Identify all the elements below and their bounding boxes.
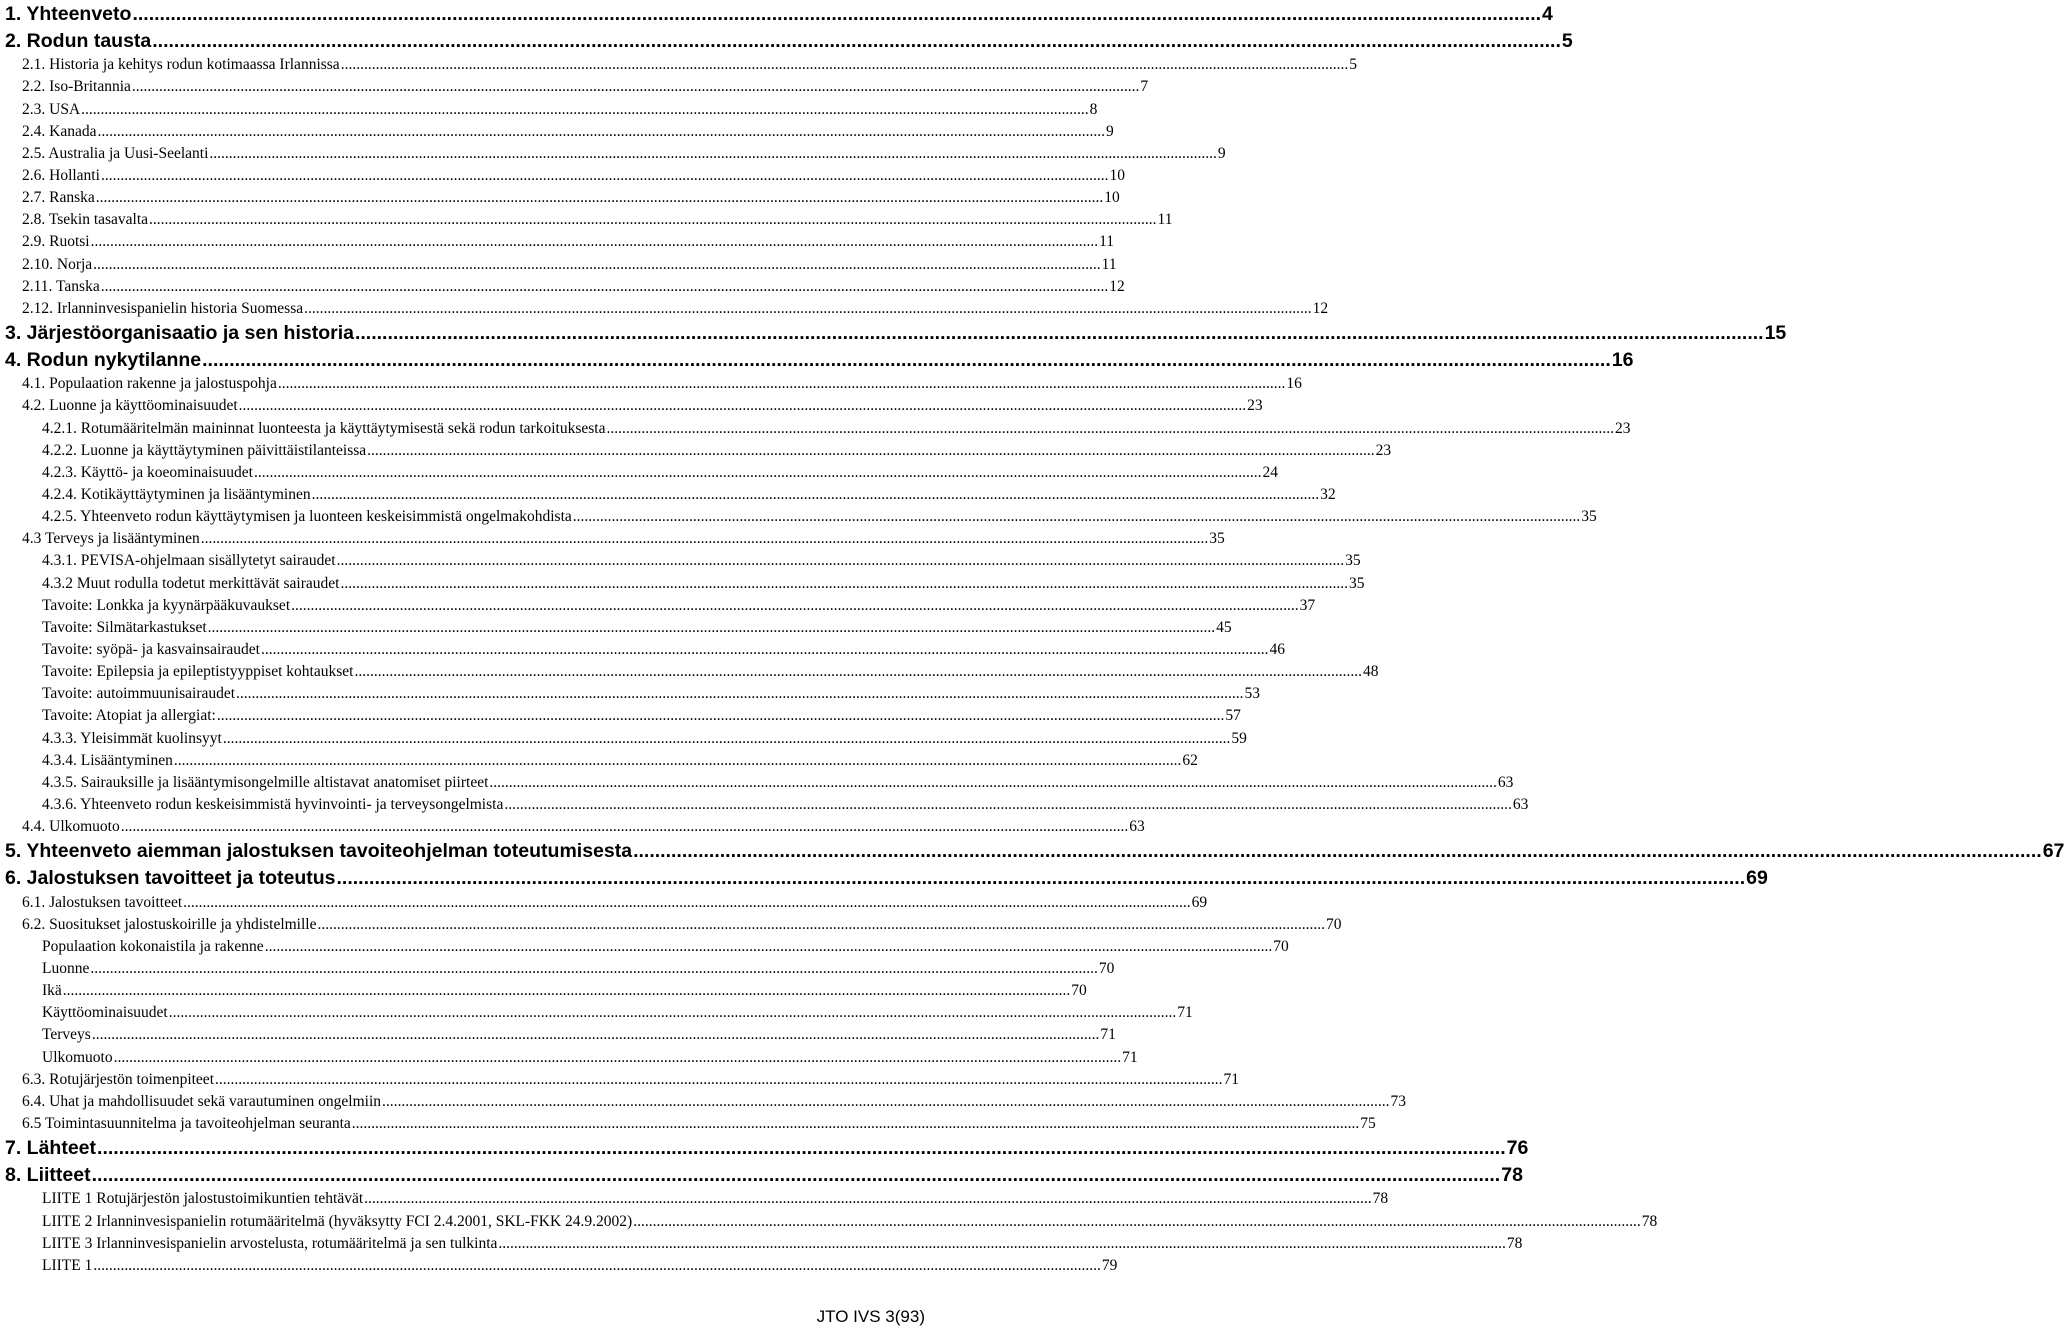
toc-dot-leader: .................................................................................................................................................................................................................................................................... <box>222 730 1231 747</box>
toc-entry-title: 4.2.2. Luonne ja käyttäytyminen päivittäistilanteissa <box>42 442 367 459</box>
toc-entry[interactable] <box>42 440 1392 462</box>
toc-entry-page: 8 <box>1089 101 1098 118</box>
toc-entry-page: 78 <box>1641 1213 1658 1230</box>
toc-dot-leader: .................................................................................................................................................................................................................................................................... <box>351 1115 1360 1132</box>
toc-entry-title: 6.2. Suositukset jalostuskoirille ja yhdistelmille <box>22 916 317 933</box>
toc-entry[interactable] <box>42 794 1529 816</box>
toc-entry[interactable] <box>42 639 1285 661</box>
toc-entry-page: 48 <box>1362 663 1379 680</box>
toc-entry-page: 9 <box>1105 123 1114 140</box>
toc-dot-leader: .................................................................................................................................................................................................................................................................... <box>317 916 1325 933</box>
toc-entry-title: 2.4. Kanada <box>22 123 97 140</box>
toc-dot-leader: .................................................................................................................................................................................................................................................................... <box>354 322 1764 344</box>
toc-dot-leader: .................................................................................................................................................................................................................................................................... <box>264 938 1273 955</box>
toc-entry-page: 78 <box>1501 1164 1523 1186</box>
toc-entry[interactable] <box>5 838 2064 864</box>
toc-dot-leader: .................................................................................................................................................................................................................................................................... <box>606 420 1614 437</box>
toc-dot-leader: .................................................................................................................................................................................................................................................................... <box>173 752 1182 769</box>
toc-entry[interactable] <box>22 276 1125 298</box>
toc-dot-leader: .................................................................................................................................................................................................................................................................... <box>90 233 1099 250</box>
toc-dot-leader: .................................................................................................................................................................................................................................................................... <box>367 442 1375 459</box>
toc-dot-leader: .................................................................................................................................................................................................................................................................... <box>215 1071 1223 1088</box>
toc-dot-leader: .................................................................................................................................................................................................................................................................... <box>340 56 1349 73</box>
toc-dot-leader: .................................................................................................................................................................................................................................................................... <box>336 867 1746 889</box>
toc-entry-title: LIITE 1 <box>42 1257 93 1274</box>
toc-dot-leader: .................................................................................................................................................................................................................................................................... <box>207 619 1216 636</box>
toc-dot-leader: .................................................................................................................................................................................................................................................................... <box>277 375 1286 392</box>
toc-dot-leader: .................................................................................................................................................................................................................................................................... <box>209 145 1217 162</box>
toc-entry[interactable] <box>5 1135 1529 1161</box>
toc-entry-title: 2.11. Tanska <box>22 278 100 295</box>
toc-entry[interactable] <box>22 1091 1407 1113</box>
toc-entry[interactable] <box>22 54 1357 76</box>
toc-dot-leader: .................................................................................................................................................................................................................................................................... <box>202 349 1611 371</box>
toc-entry-page: 69 <box>1191 894 1208 911</box>
toc-entry[interactable] <box>22 914 1342 936</box>
toc-entry[interactable] <box>42 1255 1118 1277</box>
toc-entry-title: LIITE 2 Irlanninvesispanielin rotumääritelmä (hyväksytty FCI 2.4.2001, SKL-FKK 24.9.2002) <box>42 1213 633 1230</box>
toc-dot-leader: .................................................................................................................................................................................................................................................................... <box>90 960 1098 977</box>
toc-entry-title: 1. Yhteenveto <box>5 3 132 25</box>
toc-entry-title: 3. Järjestöorganisaatio ja sen historia <box>5 322 354 344</box>
toc-entry-page: 32 <box>1320 486 1336 503</box>
toc-entry-page: 10 <box>1104 189 1120 206</box>
toc-entry[interactable] <box>42 595 1316 617</box>
toc-entry[interactable] <box>22 187 1120 209</box>
toc-entry-title: Luonne <box>42 960 90 977</box>
toc-dot-leader: .................................................................................................................................................................................................................................................................... <box>291 597 1299 614</box>
toc-entry-page: 76 <box>1506 1137 1529 1159</box>
toc-entry-page: 35 <box>1348 575 1365 592</box>
toc-entry[interactable] <box>42 661 1379 683</box>
toc-entry-page: 69 <box>1746 867 1768 889</box>
toc-entry[interactable] <box>22 121 1114 143</box>
toc-entry[interactable] <box>42 1211 1658 1233</box>
toc-dot-leader: .................................................................................................................................................................................................................................................................... <box>132 3 1542 25</box>
toc-dot-leader: .................................................................................................................................................................................................................................................................... <box>149 211 1157 228</box>
toc-dot-leader: .................................................................................................................................................................................................................................................................... <box>498 1235 1506 1252</box>
toc-dot-leader: .................................................................................................................................................................................................................................................................... <box>253 464 1262 481</box>
toc-entry-page: 23 <box>1614 420 1631 437</box>
toc-entry-title: 4.1. Populaation rakenne ja jalostuspohja <box>22 375 277 392</box>
toc-entry-title: 6.3. Rotujärjestön toimenpiteet <box>22 1071 214 1088</box>
toc-entry-title: 4.3.4. Lisääntyminen <box>42 752 173 769</box>
toc-entry[interactable] <box>22 816 1145 838</box>
toc-entry-page: 78 <box>1506 1235 1523 1252</box>
toc-entry-page: 5 <box>1561 30 1573 52</box>
toc-entry-page: 5 <box>1349 56 1357 73</box>
toc-entry[interactable] <box>22 209 1173 231</box>
toc-entry-page: 7 <box>1140 78 1149 95</box>
toc-dot-leader: .................................................................................................................................................................................................................................................................... <box>93 1257 1101 1274</box>
toc-entry[interactable] <box>42 1233 1523 1255</box>
toc-entry-title: Käyttöominaisuudet <box>42 1004 168 1021</box>
toc-entry-title: 7. Lähteet <box>5 1137 97 1159</box>
toc-dot-leader: .................................................................................................................................................................................................................................................................... <box>633 840 2042 862</box>
toc-entry-page: 71 <box>1122 1049 1138 1066</box>
toc-entry-title: LIITE 1 Rotujärjestön jalostustoimikuntien tehtävät <box>42 1190 364 1207</box>
toc-dot-leader: .................................................................................................................................................................................................................................................................... <box>91 1164 1501 1186</box>
toc-entry[interactable] <box>22 373 1302 395</box>
toc-entry-page: 23 <box>1375 442 1392 459</box>
toc-entry-title: Ulkomuoto <box>42 1049 113 1066</box>
toc-entry-title: Populaation kokonaistila ja rakenne <box>42 938 264 955</box>
toc-dot-leader: .................................................................................................................................................................................................................................................................... <box>354 663 1362 680</box>
toc-entry-page: 35 <box>1345 552 1361 569</box>
toc-entry[interactable] <box>22 1113 1376 1135</box>
toc-dot-leader: .................................................................................................................................................................................................................................................................... <box>97 123 1105 140</box>
toc-entry[interactable] <box>5 320 1787 346</box>
toc-entry-page: 59 <box>1231 730 1247 747</box>
toc-entry-page: 15 <box>1764 322 1787 344</box>
toc-entry[interactable] <box>42 506 1597 528</box>
toc-entry-title: 4.4. Ulkomuoto <box>22 818 120 835</box>
toc-entry-title: 6.1. Jalostuksen tavoitteet <box>22 894 183 911</box>
toc-entry-title: 4.2. Luonne ja käyttöominaisuudet <box>22 397 238 414</box>
toc-entry-title: 5. Yhteenveto aiemman jalostuksen tavoiteohjelman toteutumisesta <box>5 840 633 862</box>
toc-entry-title: 2.3. USA <box>22 101 81 118</box>
toc-entry-title: LIITE 3 Irlanninvesispanielin arvostelusta, rotumääritelmä ja sen tulkinta <box>42 1235 498 1252</box>
toc-dot-leader: .................................................................................................................................................................................................................................................................... <box>572 508 1581 525</box>
toc-entry-title: 2.9. Ruotsi <box>22 233 90 250</box>
toc-dot-leader: .................................................................................................................................................................................................................................................................... <box>91 1026 1100 1043</box>
toc-entry-title: 6.4. Uhat ja mahdollisuudet sekä varautuminen ongelmiin <box>22 1093 382 1110</box>
toc-entry[interactable] <box>5 28 1573 54</box>
toc-entry-page: 11 <box>1099 233 1115 250</box>
toc-entry-title: 2.1. Historia ja kehitys rodun kotimaassa Irlannissa <box>22 56 340 73</box>
toc-dot-leader: .................................................................................................................................................................................................................................................................... <box>93 256 1101 273</box>
toc-entry-title: Ikä <box>42 982 62 999</box>
toc-dot-leader: .................................................................................................................................................................................................................................................................... <box>216 707 1225 724</box>
toc-entry-page: 10 <box>1109 167 1125 184</box>
toc-entry-title: 4.3.6. Yhteenveto rodun keskeisimmistä hyvinvointi- ja terveysongelmista <box>42 796 504 813</box>
toc-entry-page: 46 <box>1269 641 1285 658</box>
toc-entry-title: 4.3.3. Yleisimmät kuolinsyyt <box>42 730 222 747</box>
toc-entry-title: 4.3 Terveys ja lisääntyminen <box>22 530 200 547</box>
toc-entry-title: 4.2.3. Käyttö- ja koeominaisuudet <box>42 464 253 481</box>
toc-dot-leader: .................................................................................................................................................................................................................................................................... <box>238 397 1247 414</box>
toc-entry-page: 63 <box>1512 796 1529 813</box>
toc-entry[interactable] <box>42 705 1241 727</box>
page-footer: JTO IVS 3(93) <box>816 1307 925 1326</box>
toc-dot-leader: .................................................................................................................................................................................................................................................................... <box>97 1137 1506 1159</box>
toc-entry[interactable] <box>42 617 1232 639</box>
toc-entry-page: 35 <box>1581 508 1597 525</box>
toc-dot-leader: .................................................................................................................................................................................................................................................................... <box>336 552 1345 569</box>
toc-entry-page: 23 <box>1247 397 1263 414</box>
toc-entry-title: 2.6. Hollanti <box>22 167 100 184</box>
toc-entry-title: Tavoite: Silmätarkastukset <box>42 619 207 636</box>
toc-entry[interactable] <box>42 462 1278 484</box>
toc-entry-page: 71 <box>1223 1071 1239 1088</box>
toc-dot-leader: .................................................................................................................................................................................................................................................................... <box>120 818 1129 835</box>
toc-entry[interactable] <box>42 772 1514 794</box>
toc-entry-title: 2.12. Irlanninvesispanielin historia Suomessa <box>22 300 304 317</box>
toc-dot-leader: .................................................................................................................................................................................................................................................................... <box>382 1093 1390 1110</box>
toc-entry[interactable] <box>42 750 1198 772</box>
toc-entry-page: 78 <box>1372 1190 1389 1207</box>
toc-entry-title: Terveys <box>42 1026 91 1043</box>
toc-dot-leader: .................................................................................................................................................................................................................................................................... <box>200 530 1209 547</box>
toc-entry-page: 70 <box>1273 938 1289 955</box>
toc-entry-title: 4. Rodun nykytilanne <box>5 349 202 371</box>
toc-entry-page: 70 <box>1071 982 1087 999</box>
toc-entry-title: 4.2.5. Yhteenveto rodun käyttäytymisen ja luonteen keskeisimmistä ongelmakohdista <box>42 508 572 525</box>
toc-entry-title: Tavoite: Atopiat ja allergiat: <box>42 707 216 724</box>
toc-entry-title: 8. Liitteet <box>5 1164 91 1186</box>
toc-entry-title: 6.5 Toimintasuunnitelma ja tavoiteohjelman seuranta <box>22 1115 351 1132</box>
toc-entry[interactable] <box>22 1069 1239 1091</box>
toc-dot-leader: .................................................................................................................................................................................................................................................................... <box>100 278 1109 295</box>
toc-entry[interactable] <box>42 573 1365 595</box>
toc-entry[interactable] <box>42 728 1247 750</box>
toc-entry-page: 12 <box>1312 300 1329 317</box>
toc-entry-page: 67 <box>2042 840 2064 862</box>
toc-dot-leader: .................................................................................................................................................................................................................................................................... <box>81 101 1089 118</box>
toc-dot-leader: .................................................................................................................................................................................................................................................................... <box>364 1190 1372 1207</box>
toc-entry-page: 16 <box>1611 349 1634 371</box>
toc-entry[interactable] <box>22 143 1226 165</box>
toc-entry-page: 63 <box>1129 818 1145 835</box>
toc-entry[interactable] <box>22 254 1117 276</box>
toc-dot-leader: .................................................................................................................................................................................................................................................................... <box>152 30 1561 52</box>
toc-entry[interactable] <box>42 1002 1193 1024</box>
toc-entry-title: 4.2.4. Kotikäyttäytyminen ja lisääntyminen <box>42 486 311 503</box>
toc-dot-leader: .................................................................................................................................................................................................................................................................... <box>100 167 1109 184</box>
toc-entry-title: 2. Rodun tausta <box>5 30 152 52</box>
toc-entry-page: 71 <box>1177 1004 1193 1021</box>
toc-entry-title: Tavoite: Lonkka ja kyynärpääkuvaukset <box>42 597 291 614</box>
toc-dot-leader: .................................................................................................................................................................................................................................................................... <box>236 685 1244 702</box>
toc-entry-page: 12 <box>1109 278 1125 295</box>
toc-dot-leader: .................................................................................................................................................................................................................................................................... <box>489 774 1497 791</box>
toc-entry-title: 4.3.1. PEVISA-ohjelmaan sisällytetyt sairaudet <box>42 552 336 569</box>
toc-entry[interactable] <box>5 1162 1523 1188</box>
toc-dot-leader: .................................................................................................................................................................................................................................................................... <box>62 982 1071 999</box>
toc-entry[interactable] <box>22 76 1149 98</box>
toc-entry[interactable] <box>5 865 1768 891</box>
toc-entry-page: 71 <box>1100 1026 1116 1043</box>
toc-entry[interactable] <box>42 958 1115 980</box>
toc-entry[interactable] <box>22 298 1329 320</box>
toc-entry-page: 70 <box>1098 960 1115 977</box>
toc-entry-page: 16 <box>1286 375 1302 392</box>
toc-dot-leader: .................................................................................................................................................................................................................................................................... <box>340 575 1348 592</box>
toc-entry-title: 4.2.1. Rotumääritelmän maininnat luonteesta ja käyttäytymisestä sekä rodun tarkoituksesta <box>42 420 606 437</box>
toc-entry-title: 2.10. Norja <box>22 256 93 273</box>
toc-dot-leader: .................................................................................................................................................................................................................................................................... <box>304 300 1312 317</box>
toc-entry-page: 53 <box>1244 685 1261 702</box>
toc-entry[interactable] <box>42 418 1631 440</box>
toc-entry[interactable] <box>22 395 1263 417</box>
toc-entry[interactable] <box>22 892 1208 914</box>
toc-entry[interactable] <box>5 347 1634 373</box>
toc-entry[interactable] <box>22 528 1225 550</box>
toc-entry-page: 4 <box>1542 3 1553 25</box>
toc-entry[interactable] <box>42 484 1336 506</box>
toc-dot-leader: .................................................................................................................................................................................................................................................................... <box>95 189 1104 206</box>
toc-entry-page: 79 <box>1101 1257 1118 1274</box>
toc-entry-title: 4.3.2 Muut rodulla todetut merkittävät sairaudet <box>42 575 340 592</box>
toc-entry[interactable] <box>5 1 1553 27</box>
toc-dot-leader: .................................................................................................................................................................................................................................................................... <box>113 1049 1122 1066</box>
toc-entry-title: Tavoite: Epilepsia ja epileptistyyppiset kohtaukset <box>42 663 354 680</box>
toc-dot-leader: .................................................................................................................................................................................................................................................................... <box>504 796 1512 813</box>
toc-entry-title: 2.5. Australia ja Uusi-Seelanti <box>22 145 209 162</box>
toc-entry-page: 24 <box>1262 464 1278 481</box>
toc-entry-page: 9 <box>1217 145 1226 162</box>
toc-dot-leader: .................................................................................................................................................................................................................................................................... <box>311 486 1320 503</box>
toc-entry-title: 4.3.5. Sairauksille ja lisääntymisongelmille altistavat anatomiset piirteet <box>42 774 489 791</box>
toc-entry[interactable] <box>42 1188 1389 1210</box>
toc-entry-title: 2.7. Ranska <box>22 189 95 206</box>
toc-entry[interactable] <box>22 165 1125 187</box>
toc-entry-page: 57 <box>1225 707 1241 724</box>
toc-entry[interactable] <box>42 1047 1138 1069</box>
toc-entry-page: 63 <box>1497 774 1514 791</box>
toc-dot-leader: .................................................................................................................................................................................................................................................................... <box>168 1004 1177 1021</box>
toc-entry[interactable] <box>42 683 1261 705</box>
toc-entry-title: 6. Jalostuksen tavoitteet ja toteutus <box>5 867 336 889</box>
toc-entry-page: 70 <box>1326 916 1342 933</box>
toc-dot-leader: .................................................................................................................................................................................................................................................................... <box>633 1213 1641 1230</box>
toc-entry[interactable] <box>42 936 1289 958</box>
toc-entry-page: 45 <box>1216 619 1232 636</box>
toc-entry[interactable] <box>22 99 1098 121</box>
toc-entry-page: 11 <box>1157 211 1173 228</box>
toc-entry[interactable] <box>42 550 1361 572</box>
toc-entry-title: Tavoite: autoimmuunisairaudet <box>42 685 236 702</box>
toc-entry[interactable] <box>22 231 1115 253</box>
toc-entry-title: 2.8. Tsekin tasavalta <box>22 211 149 228</box>
toc-entry-page: 73 <box>1390 1093 1407 1110</box>
toc-entry[interactable] <box>42 1024 1116 1046</box>
toc-dot-leader: .................................................................................................................................................................................................................................................................... <box>183 894 1191 911</box>
toc-dot-leader: .................................................................................................................................................................................................................................................................... <box>131 78 1140 95</box>
toc-entry-title: 2.2. Iso-Britannia <box>22 78 131 95</box>
toc-entry-page: 35 <box>1209 530 1225 547</box>
toc-entry-page: 75 <box>1360 1115 1376 1132</box>
toc-entry-page: 37 <box>1299 597 1316 614</box>
toc-entry-page: 11 <box>1101 256 1117 273</box>
toc-entry-title: Tavoite: syöpä- ja kasvainsairaudet <box>42 641 260 658</box>
toc-entry-page: 62 <box>1182 752 1198 769</box>
toc-dot-leader: .................................................................................................................................................................................................................................................................... <box>261 641 1269 658</box>
toc-entry[interactable] <box>42 980 1087 1002</box>
